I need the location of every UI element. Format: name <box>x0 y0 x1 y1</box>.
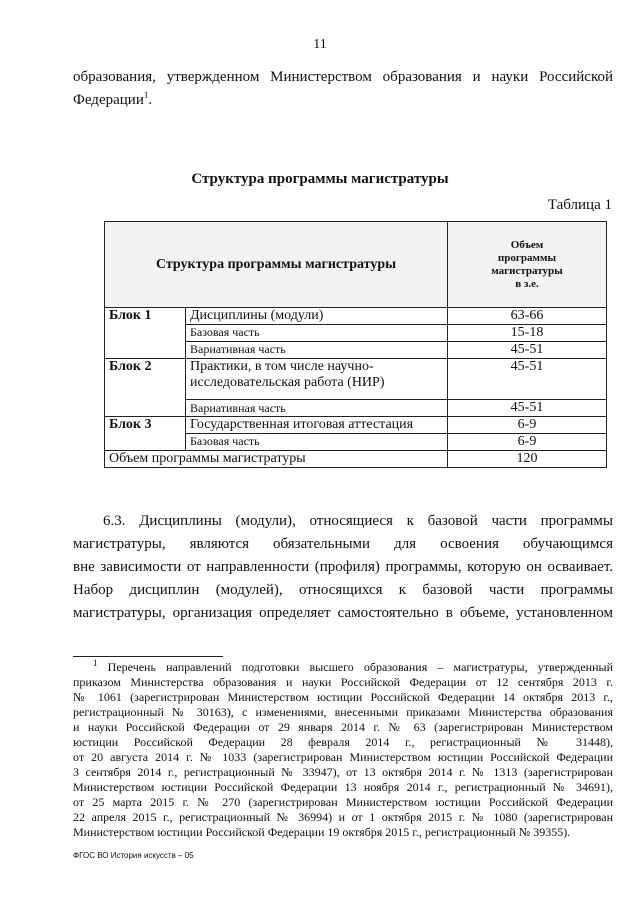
block-label: Блок 1 <box>105 308 186 359</box>
paragraph-6-3 <box>73 510 613 625</box>
document-footer: ФГОС ВО История искусств – 05 <box>73 851 194 860</box>
total-value: 120 <box>448 451 607 468</box>
footnote-line-text: Перечень направлений подготовки высшего образования – магистратуры, утвержденный <box>107 660 613 674</box>
row-name: Базовая часть <box>186 325 448 342</box>
intro-line-text: Федерации <box>73 92 144 108</box>
intro-line: образования, утвержденном Министерством образования и науки Российской <box>73 69 613 85</box>
row-value: 6-9 <box>448 417 607 434</box>
page-number: 11 <box>313 37 327 52</box>
row-name: Вариативная часть <box>186 400 448 417</box>
footnote-line: юстиции Российской Федерации 28 февраля 2014 г., регистрационный № 31448), <box>73 735 613 749</box>
footnote-divider <box>73 656 223 657</box>
paragraph-line: магистратуры, являются обязательными для освоения обучающимся <box>73 536 613 552</box>
table-header-row <box>105 222 607 308</box>
footnote-line: 22 апреля 2015 г., регистрационный № 36994) и от 1 октября 2015 г. № 1080 (зарегистрирован <box>73 810 613 824</box>
paragraph-line: 6.3. Дисциплины (модули), относящиеся к базовой части программы <box>103 513 613 529</box>
footnote-line: и науки Российской Федерации от 29 января 2014 г. № 63 (зарегистрирован Министерством <box>73 720 613 734</box>
paragraph-line: вне зависимости от направленности (профиля) программы, которую он осваивает. <box>73 559 613 575</box>
footnote-reference[interactable]: 1 <box>143 90 149 100</box>
footnote-line: 3 сентября 2014 г., регистрационный № 33947), от 13 октября 2014 г. № 1313 (зарегистрирован <box>73 765 613 779</box>
footnote-mark: 1 <box>93 658 98 668</box>
row-name <box>186 359 448 400</box>
footnote-line: от 20 августа 2014 г. № 1033 (зарегистрирован Министерством юстиции Российской Федерации <box>73 750 613 764</box>
row-name: Вариативная часть <box>186 342 448 359</box>
row-name: Государственная итоговая аттестация <box>186 417 448 434</box>
footnote-line <box>73 660 613 675</box>
block-label: Блок 3 <box>105 417 186 451</box>
footnote-line: регистрационный № 30163), с изменениями, внесенными приказами Министерства образования <box>73 705 613 719</box>
footnote <box>73 660 613 840</box>
intro-paragraph <box>73 66 613 112</box>
table-total-row <box>105 451 607 468</box>
header-volume-line: магистратуры <box>491 264 563 277</box>
header-volume <box>448 222 607 308</box>
footnote-line: Министерством юстиции Российской Федерации 13 ноября 2014 г., регистрационный № 34691), <box>73 780 613 794</box>
table-label: Таблица 1 <box>547 197 612 213</box>
row-value: 45-51 <box>448 342 607 359</box>
footnote-line: Министерством юстиции Российской Федерации 19 октября 2015 г., регистрационный № 39355). <box>73 825 571 839</box>
row-value: 45-51 <box>448 359 607 400</box>
row-name-line: Практики, в том числе научно- <box>190 359 374 374</box>
row-name: Дисциплины (модули) <box>186 308 448 325</box>
table-row <box>105 308 607 325</box>
header-volume-line: программы <box>497 251 557 264</box>
intro-line-last <box>73 89 613 112</box>
block-label: Блок 2 <box>105 359 186 417</box>
row-value: 45-51 <box>448 400 607 417</box>
paragraph-line: Набор дисциплин (модулей), относящихся к базовой части программы <box>73 582 613 598</box>
row-value: 63-66 <box>448 308 607 325</box>
header-volume-line: в з.е. <box>515 277 539 290</box>
row-name-line: исследовательская работа (НИР) <box>190 375 385 390</box>
header-structure: Структура программы магистратуры <box>105 222 448 308</box>
intro-tail: . <box>148 92 153 108</box>
total-label: Объем программы магистратуры <box>105 451 448 468</box>
row-value: 6-9 <box>448 434 607 451</box>
footnote-line: от 25 марта 2015 г. № 270 (зарегистрирован Министерством юстиции Российской Федерации <box>73 795 613 809</box>
row-name: Базовая часть <box>186 434 448 451</box>
footnote-line: приказом Министерства образования и науки Российской Федерации от 12 сентября 2013 г. <box>73 675 613 689</box>
table-row <box>105 359 607 400</box>
footnote-line: № 1061 (зарегистрирован Министерством юстиции Российской Федерации 14 октября 2013 г., <box>73 690 613 704</box>
program-structure-table <box>104 221 607 468</box>
paragraph-line: магистратуры, организация определяет самостоятельно в объеме, установленном <box>73 605 613 621</box>
row-value: 15-18 <box>448 325 607 342</box>
header-volume-line: Объем <box>510 238 544 251</box>
section-title: Структура программы магистратуры <box>191 171 449 187</box>
table-row <box>105 417 607 434</box>
